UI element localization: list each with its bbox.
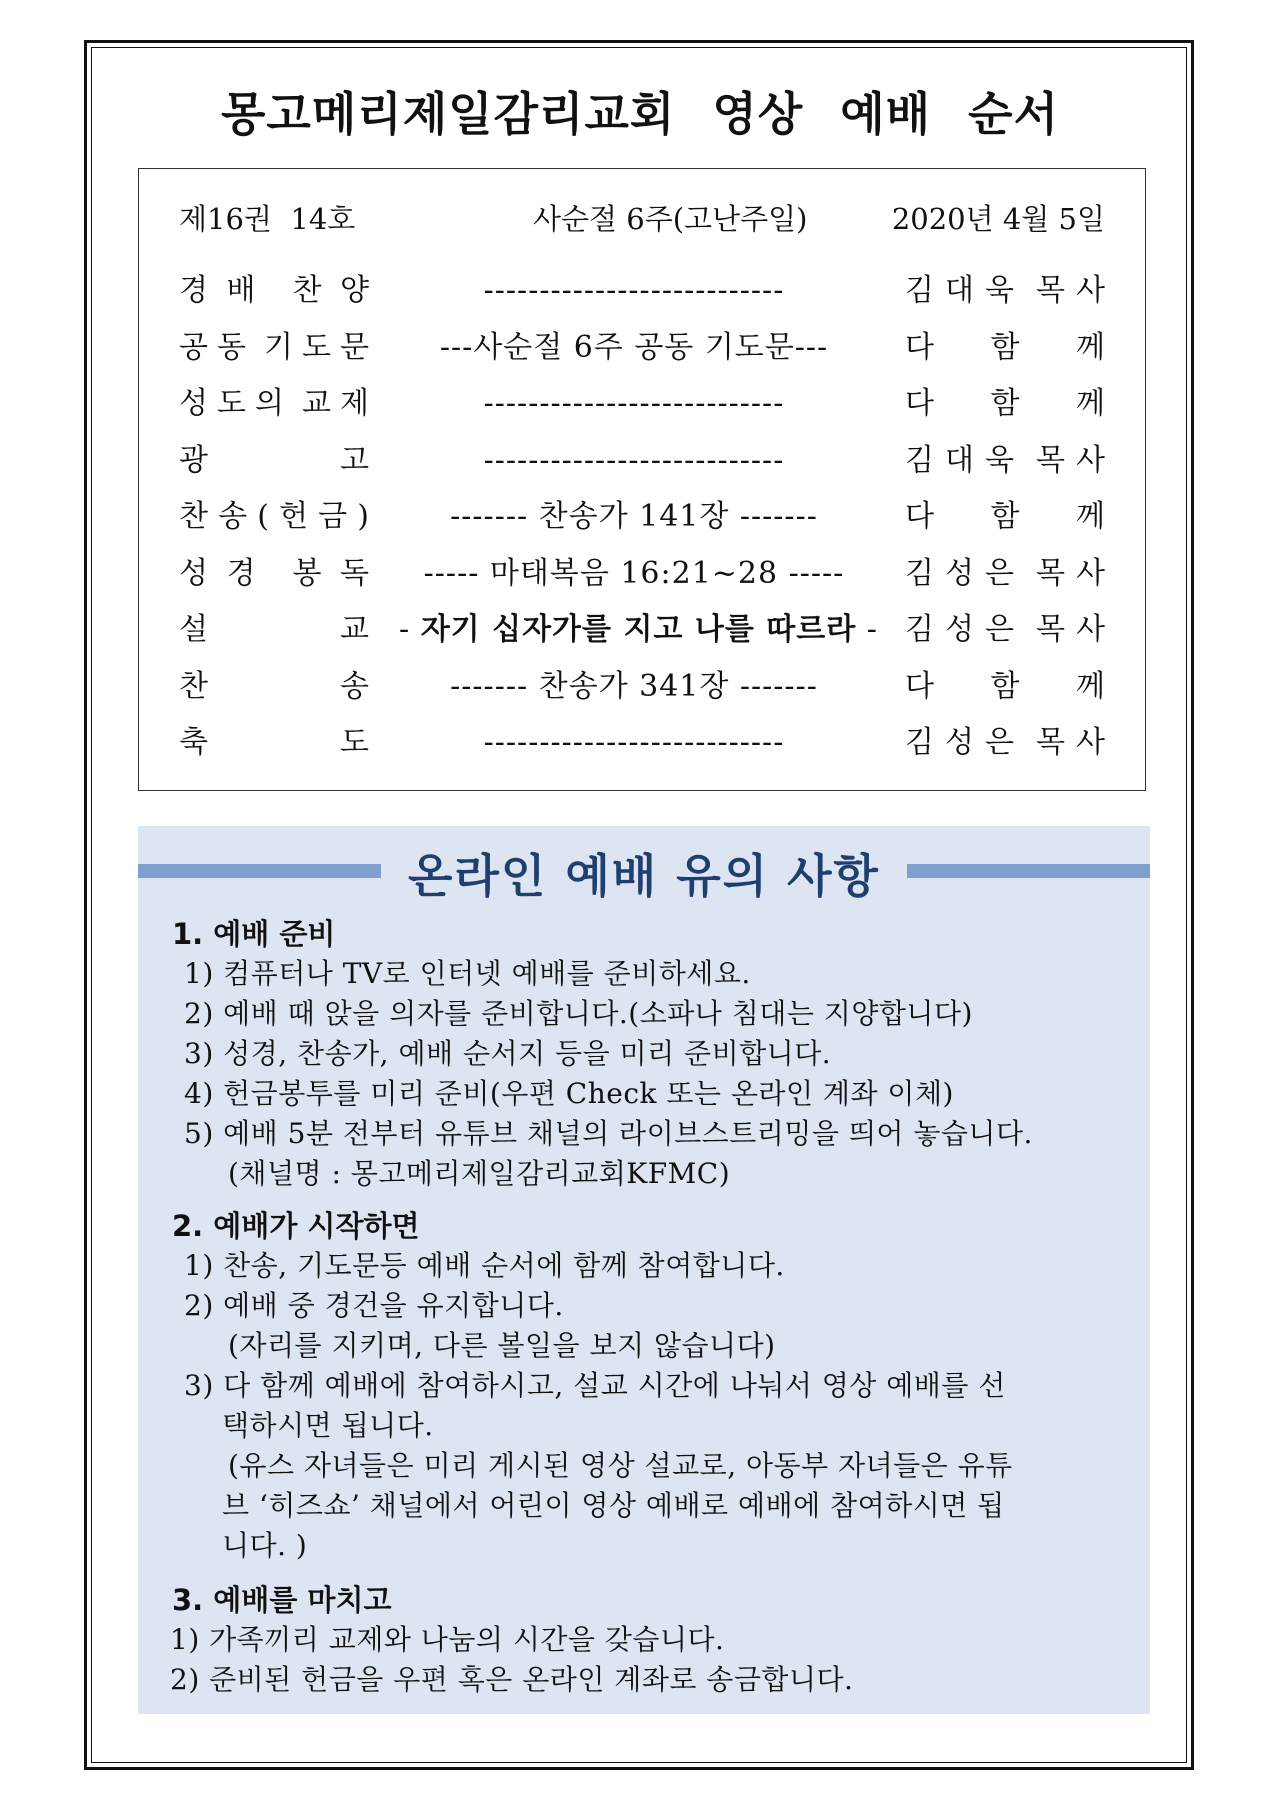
label-char: 설 — [179, 612, 208, 647]
notice-line: 2) 준비된 헌금을 우편 혹은 온라인 계좌로 송금합니다. — [170, 1663, 854, 1696]
label-char: 성 — [179, 555, 208, 591]
notice-line: (유스 자녀들은 미리 게시된 영상 설교로, 아동부 자녀들은 유튜 — [228, 1449, 1013, 1482]
label-char: 독 — [340, 555, 369, 591]
leader-char: 사 — [1076, 442, 1105, 478]
order-item-label — [179, 326, 369, 370]
leader-char: 김 — [905, 273, 934, 308]
leader-char: 대 — [945, 273, 974, 308]
leader-char: 께 — [1076, 386, 1105, 421]
label-char: ) — [357, 499, 369, 534]
leader-char: 께 — [1076, 329, 1105, 365]
label-char: 경 — [179, 273, 208, 308]
leader-char: 함 — [990, 329, 1020, 365]
sermon-title: 자기 십자가를 지고 나를 따르라 — [420, 612, 857, 647]
leader-char: 사 — [1076, 612, 1105, 647]
leader-char: 은 — [985, 725, 1014, 760]
notice-line: 1) 가족끼리 교제와 나눔의 시간을 갖습니다. — [170, 1623, 725, 1656]
notice-line: 2) 예배 중 경건을 유지합니다. — [184, 1289, 564, 1322]
order-item — [179, 326, 1105, 370]
order-item-label — [179, 608, 369, 652]
detail-dash: - — [856, 612, 878, 647]
leader-char: 김 — [905, 725, 934, 760]
order-item — [179, 721, 1105, 765]
leader-char: 성 — [945, 555, 974, 591]
leader-char: 사 — [1076, 555, 1105, 591]
online-notice-panel — [138, 826, 1150, 1714]
leader-char: 성 — [945, 612, 974, 647]
label-char: 교 — [302, 386, 331, 421]
label-char: 기 — [264, 329, 293, 365]
leader-char: 성 — [945, 725, 974, 760]
title-word: 예배 — [840, 87, 932, 141]
leader-char: 목 — [1036, 273, 1065, 308]
notice-line: 브 ‘히즈쇼’ 채널에서 어린이 영상 예배로 예배에 참여하시면 됩 — [222, 1489, 1005, 1522]
notice-line: 4) 헌금봉투를 미리 준비(우편 Check 또는 온라인 계좌 이체) — [184, 1077, 954, 1110]
title-word: 순서 — [968, 87, 1060, 141]
label-char: 의 — [255, 386, 284, 421]
notice-line: (자리를 지키며, 다른 볼일을 보지 않습니다) — [228, 1329, 776, 1362]
detail-dash: - — [399, 612, 421, 647]
worship-order-box — [138, 168, 1146, 791]
order-item — [179, 552, 1105, 596]
order-item-leader — [905, 665, 1105, 709]
order-item-label — [179, 552, 369, 596]
order-item-leader — [905, 382, 1105, 426]
order-item — [179, 495, 1105, 539]
issue-season: 사순절 6주(고난주일) — [533, 202, 808, 236]
order-item-detail: ------- 찬송가 341장 ------- — [450, 668, 818, 704]
notice-line: (채널명 : 몽고메리제일감리교회KFMC) — [228, 1157, 731, 1190]
leader-char: 함 — [990, 499, 1020, 534]
order-item-leader — [905, 269, 1105, 313]
label-char: 제 — [340, 386, 369, 421]
leader-char: 사 — [1076, 725, 1105, 760]
order-item-detail: ----- 마태복음 16:21~28 ----- — [423, 555, 845, 591]
leader-char: 은 — [985, 612, 1014, 647]
notice-title: 온라인 예배 유의 사항 — [408, 849, 880, 903]
leader-char: 다 — [905, 329, 934, 365]
order-item — [179, 382, 1105, 426]
label-char: 송 — [340, 668, 369, 704]
leader-char: 목 — [1036, 442, 1065, 478]
label-char: 경 — [226, 555, 256, 591]
order-item-leader — [905, 721, 1105, 765]
notice-line: 택하시면 됩니다. — [222, 1409, 434, 1442]
leader-char: 함 — [990, 386, 1020, 421]
leader-char: 목 — [1036, 612, 1065, 647]
leader-char: 김 — [905, 612, 934, 647]
section-heading: 2. 예배가 시작하면 — [172, 1209, 420, 1243]
order-item-label — [179, 495, 369, 539]
label-char: 헌 — [279, 499, 309, 534]
order-item-label — [179, 269, 369, 313]
order-item-detail: --------------------------- — [483, 386, 785, 421]
notice-line: 1) 컴퓨터나 TV로 인터넷 예배를 준비하세요. — [184, 957, 751, 990]
label-char: 양 — [340, 273, 369, 308]
leader-char: 은 — [985, 555, 1014, 591]
order-item-detail: --------------------------- — [483, 725, 785, 760]
leader-char: 다 — [905, 668, 934, 704]
label-char: 도 — [217, 386, 246, 421]
title-word: 몽고메리제일감리교회 — [220, 87, 676, 141]
leader-char: 께 — [1076, 668, 1105, 704]
label-char: 찬 — [179, 499, 208, 534]
order-item-leader — [905, 608, 1105, 652]
order-item-detail: --------------------------- — [483, 442, 785, 478]
order-item-label — [179, 665, 369, 709]
order-item-leader — [905, 552, 1105, 596]
notice-line: 1) 찬송, 기도문등 예배 순서에 함께 참여합니다. — [184, 1249, 785, 1282]
label-char: 금 — [318, 499, 348, 534]
label-char: 도 — [302, 329, 331, 365]
leader-char: 함 — [990, 668, 1020, 704]
order-item-label — [179, 439, 369, 483]
page-title — [0, 78, 1280, 144]
order-item — [179, 269, 1105, 313]
issue-info — [179, 197, 1105, 237]
notice-line: 3) 성경, 찬송가, 예배 순서지 등을 미리 준비합니다. — [184, 1037, 832, 1070]
leader-char: 목 — [1036, 725, 1065, 760]
label-char: 문 — [340, 329, 369, 365]
notice-line: 니다. ) — [222, 1529, 308, 1562]
section-heading: 1. 예배 준비 — [172, 917, 336, 951]
label-char: 고 — [340, 442, 369, 478]
leader-char: 욱 — [985, 273, 1014, 308]
label-char: 축 — [179, 725, 208, 760]
order-item-label — [179, 382, 369, 426]
leader-char: 사 — [1076, 273, 1105, 308]
issue-volume: 제16권 14호 — [179, 202, 356, 236]
label-char: 성 — [179, 386, 208, 421]
order-item-leader — [905, 439, 1105, 483]
order-item — [179, 608, 1105, 652]
notice-line: 3) 다 함께 예배에 참여하시고, 설교 시간에 나눠서 영상 예배를 선 — [184, 1369, 1006, 1402]
label-char: 광 — [179, 442, 208, 478]
order-item-detail: ---사순절 6주 공동 기도문--- — [439, 329, 829, 365]
order-item-leader — [905, 326, 1105, 370]
leader-char: 욱 — [985, 442, 1014, 478]
order-item-leader — [905, 495, 1105, 539]
order-item — [179, 665, 1105, 709]
title-word: 영상 — [712, 87, 804, 141]
leader-char: 김 — [905, 555, 934, 591]
notice-line: 5) 예배 5분 전부터 유튜브 채널의 라이브스트리밍을 띄어 놓습니다. — [184, 1117, 1033, 1150]
notice-line: 2) 예배 때 앉을 의자를 준비합니다.(소파나 침대는 지양합니다) — [184, 997, 973, 1030]
label-char: 배 — [226, 273, 256, 308]
leader-char: 다 — [905, 386, 934, 421]
label-char: 봉 — [292, 555, 322, 591]
order-item-detail: --------------------------- — [483, 273, 785, 308]
label-char: 찬 — [179, 668, 208, 704]
issue-date: 2020년 4월 5일 — [891, 202, 1105, 236]
leader-char: 김 — [905, 442, 934, 478]
label-char: 송 — [218, 499, 248, 534]
label-char: ( — [257, 499, 269, 534]
label-char: 도 — [340, 725, 369, 760]
order-item-label — [179, 721, 369, 765]
leader-char: 께 — [1076, 499, 1105, 534]
order-item — [179, 439, 1105, 483]
order-item-detail — [399, 608, 878, 652]
order-item-detail: ------- 찬송가 141장 ------- — [450, 499, 818, 534]
section-heading: 3. 예배를 마치고 — [172, 1583, 392, 1617]
leader-char: 다 — [905, 499, 934, 534]
leader-char: 목 — [1036, 555, 1065, 591]
label-char: 동 — [217, 329, 246, 365]
leader-char: 대 — [945, 442, 974, 478]
label-char: 찬 — [292, 273, 322, 308]
label-char: 교 — [340, 612, 369, 647]
label-char: 공 — [179, 329, 208, 365]
